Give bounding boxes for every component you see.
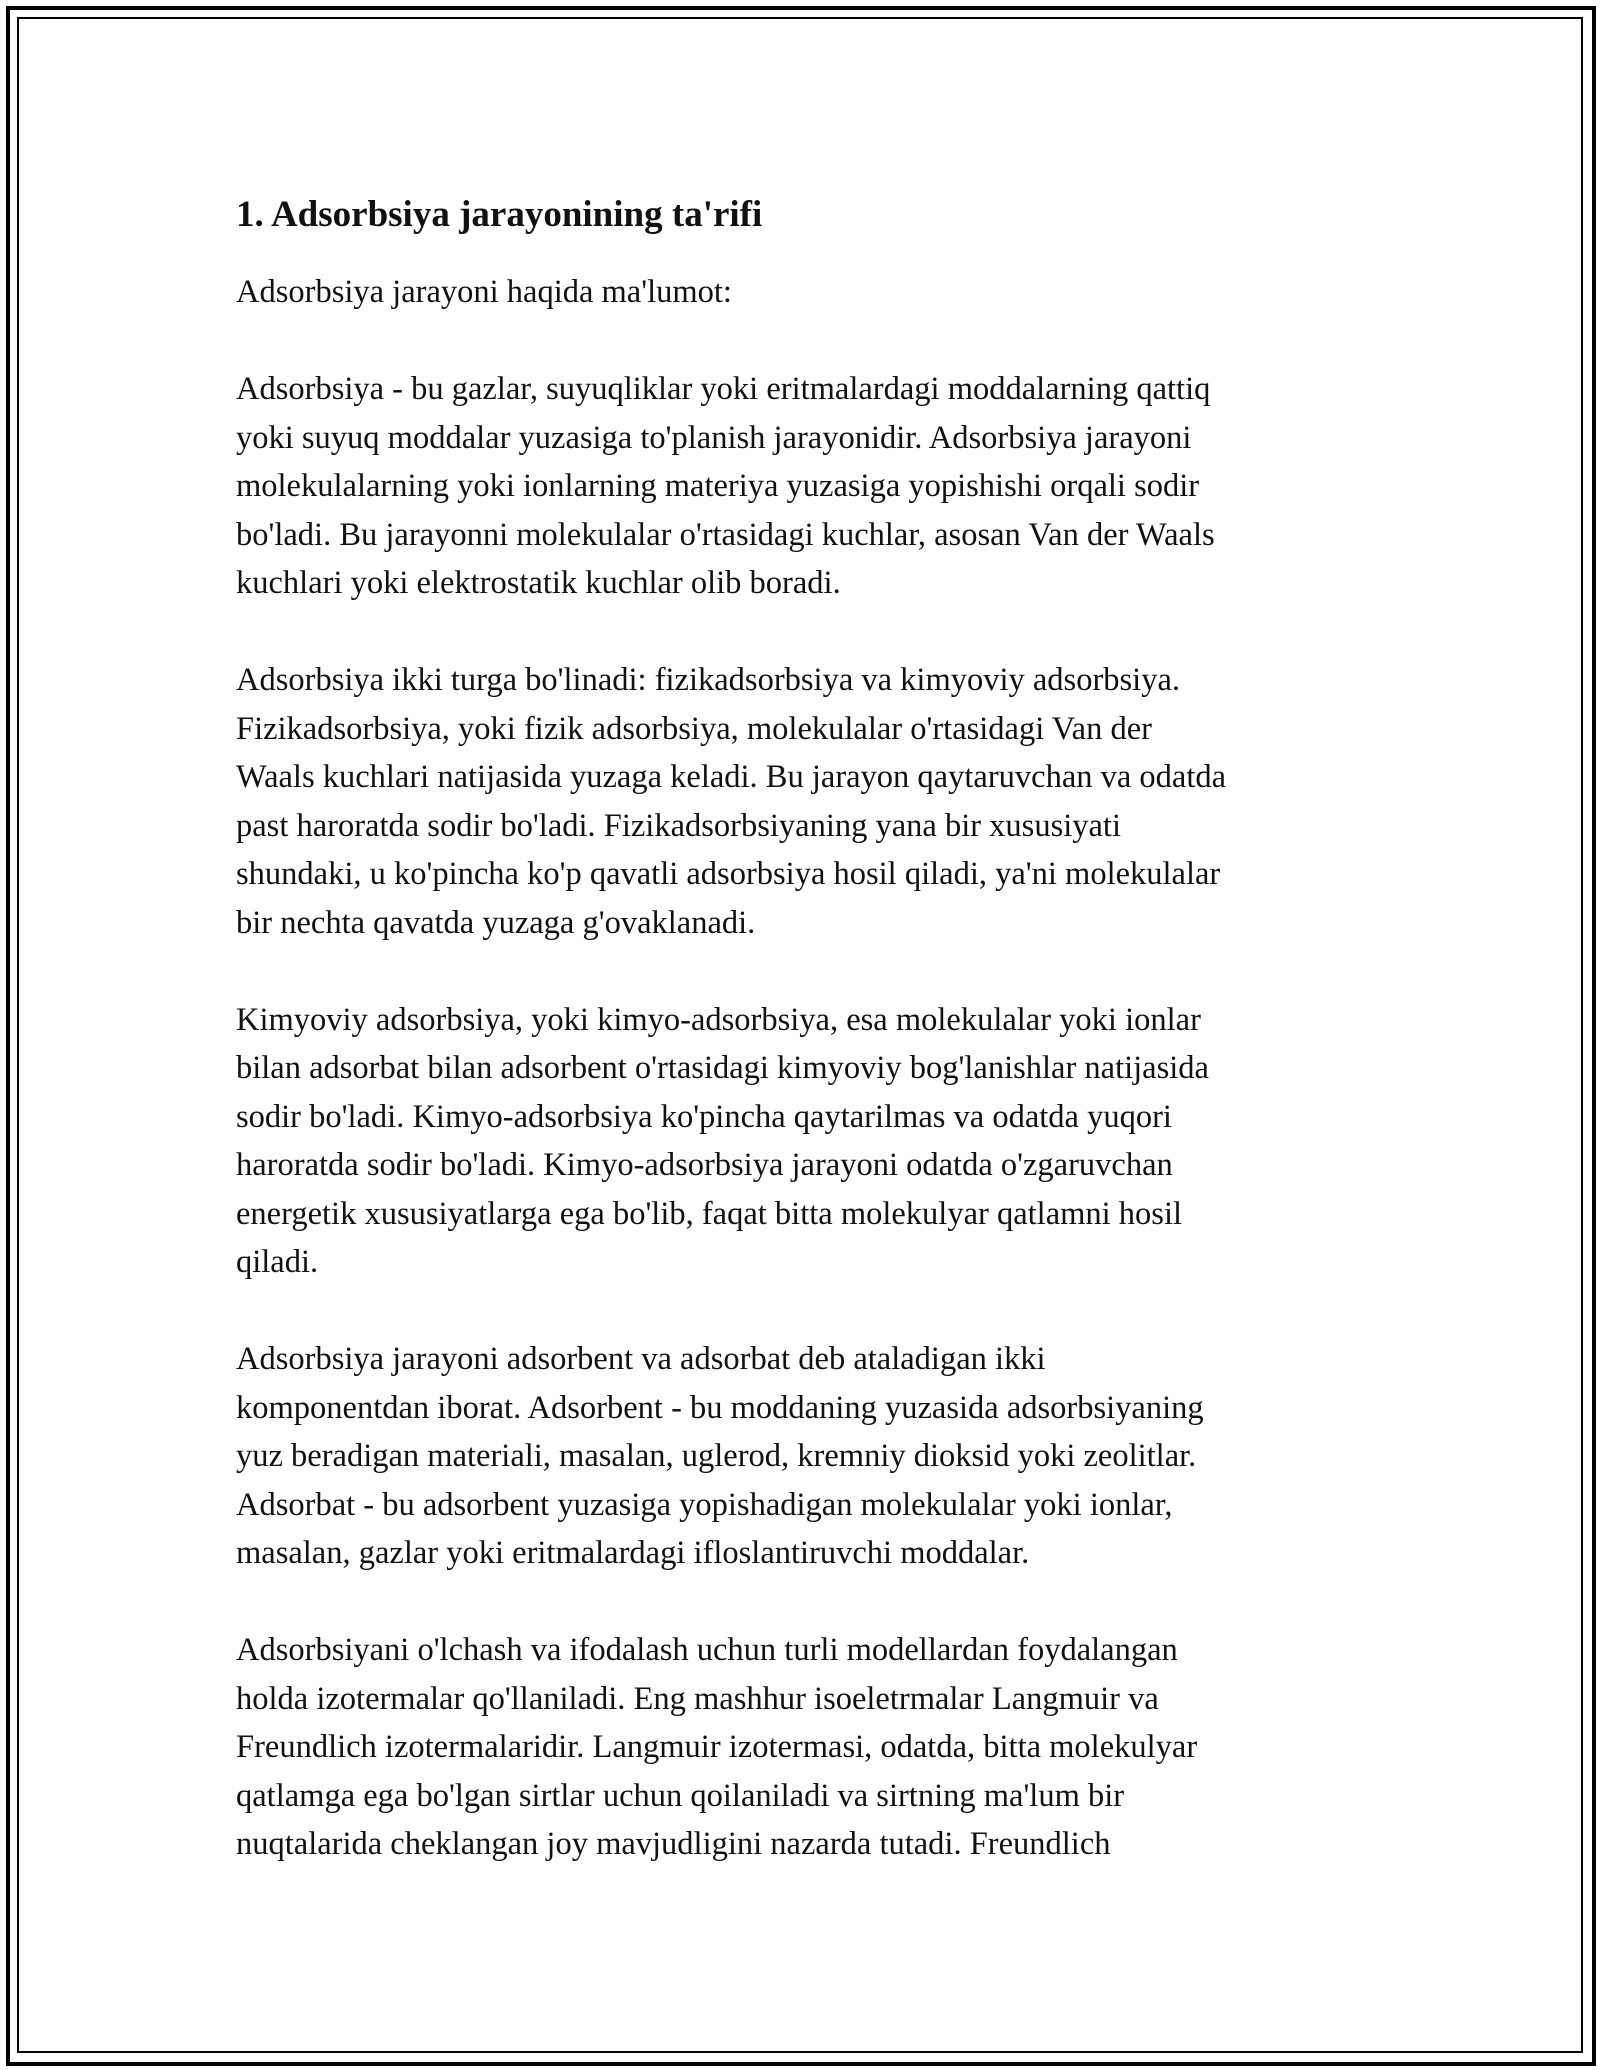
text-line: sodir bo'ladi. Kimyo-adsorbsiya ko'pincha qaytarilmas va odatda yuqori: [236, 1098, 1172, 1135]
text-line: haroratda sodir bo'ladi. Kimyo-adsorbsiya jarayoni odatda o'zgaruvchan: [236, 1147, 1173, 1183]
text-line: masalan, gazlar yoki eritmalardagi ifloslantiruvchi moddalar.: [236, 1535, 1030, 1571]
document-body: [236, 185, 1366, 1917]
text-line: bo'ladi. Bu jarayonni molekulalar o'rtasidagi kuchlar, asosan Van der Waals: [236, 516, 1215, 553]
text-line: yuz beradigan materiali, masalan, uglerod, kremniy dioksid yoki zeolitlar.: [236, 1438, 1197, 1474]
section-heading: 1. Adsorbsiya jarayonining ta'rifi: [236, 194, 763, 235]
text-line: bilan adsorbat bilan adsorbent o'rtasidagi kimyoviy bog'lanishlar natijasida: [236, 1050, 1209, 1086]
paragraph-definition: [236, 365, 1366, 608]
text-line: qiladi.: [236, 1244, 319, 1280]
paragraph-types: [236, 656, 1366, 947]
text-line: Waals kuchlari natijasida yuzaga keladi. Bu jarayon qaytaruvchan va odatda: [236, 759, 1227, 795]
text-line: nuqtalarida cheklangan joy mavjudligini nazarda tutadi. Freundlich: [236, 1826, 1111, 1862]
text-line: Kimyoviy adsorbsiya, yoki kimyo-adsorbsiya, esa molekulalar yoki ionlar: [236, 1001, 1201, 1038]
text-line: Adsorbsiya - bu gazlar, suyuqliklar yoki eritmalardagi moddalarning qattiq: [236, 371, 1211, 407]
paragraph-chemisorption: [236, 996, 1366, 1287]
text-line: holda izotermalar qo'llaniladi. Eng mashhur isoeletrmalar Langmuir va: [236, 1680, 1159, 1717]
text-line: bir nechta qavatda yuzaga g'ovaklanadi.: [236, 904, 756, 941]
paragraph-components: [236, 1335, 1366, 1578]
text-line: qatlamga ega bo'lgan sirtlar uchun qoilaniladi va sirtning ma'lum bir: [236, 1777, 1125, 1814]
paragraph-intro: [236, 268, 1366, 317]
text-line: Freundlich izotermalaridir. Langmuir izotermasi, odatda, bitta molekulyar: [236, 1729, 1198, 1765]
text-line: Fizikadsorbsiya, yoki fizik adsorbsiya, molekulalar o'rtasidagi Van der: [236, 710, 1152, 747]
text-line: shundaki, u ko'pincha ko'p qavatli adsorbsiya hosil qiladi, ya'ni molekulalar: [236, 856, 1221, 892]
text-line: kuchlari yoki elektrostatik kuchlar olib boradi.: [236, 565, 841, 601]
text-line: molekulalarning yoki ionlarning materiya yuzasiga yopishishi orqali sodir: [236, 468, 1200, 504]
text-line: Adsorbat - bu adsorbent yuzasiga yopishadigan molekulalar yoki ionlar,: [236, 1486, 1173, 1523]
text-line: Adsorbsiya ikki turga bo'linadi: fizikadsorbsiya va kimyoviy adsorbsiya.: [236, 662, 1181, 698]
text-line: Adsorbsiyani o'lchash va ifodalash uchun turli modellardan foydalangan: [236, 1632, 1178, 1668]
text-line: komponentdan iborat. Adsorbent - bu moddaning yuzasida adsorbsiyaning: [236, 1389, 1204, 1426]
text-line: Adsorbsiya jarayoni adsorbent va adsorbat deb ataladigan ikki: [236, 1341, 1046, 1377]
paragraph-isotherms: [236, 1626, 1366, 1869]
text-line: energetik xususiyatlarga ega bo'lib, faqat bitta molekulyar qatlamni hosil: [236, 1195, 1183, 1232]
text-line: past haroratda sodir bo'ladi. Fizikadsorbsiyaning yana bir xususiyati: [236, 807, 1121, 844]
text-line: yoki suyuq moddalar yuzasiga to'planish jarayonidir. Adsorbsiya jarayoni: [236, 419, 1192, 456]
text-line: Adsorbsiya jarayoni haqida ma'lumot:: [236, 274, 732, 310]
